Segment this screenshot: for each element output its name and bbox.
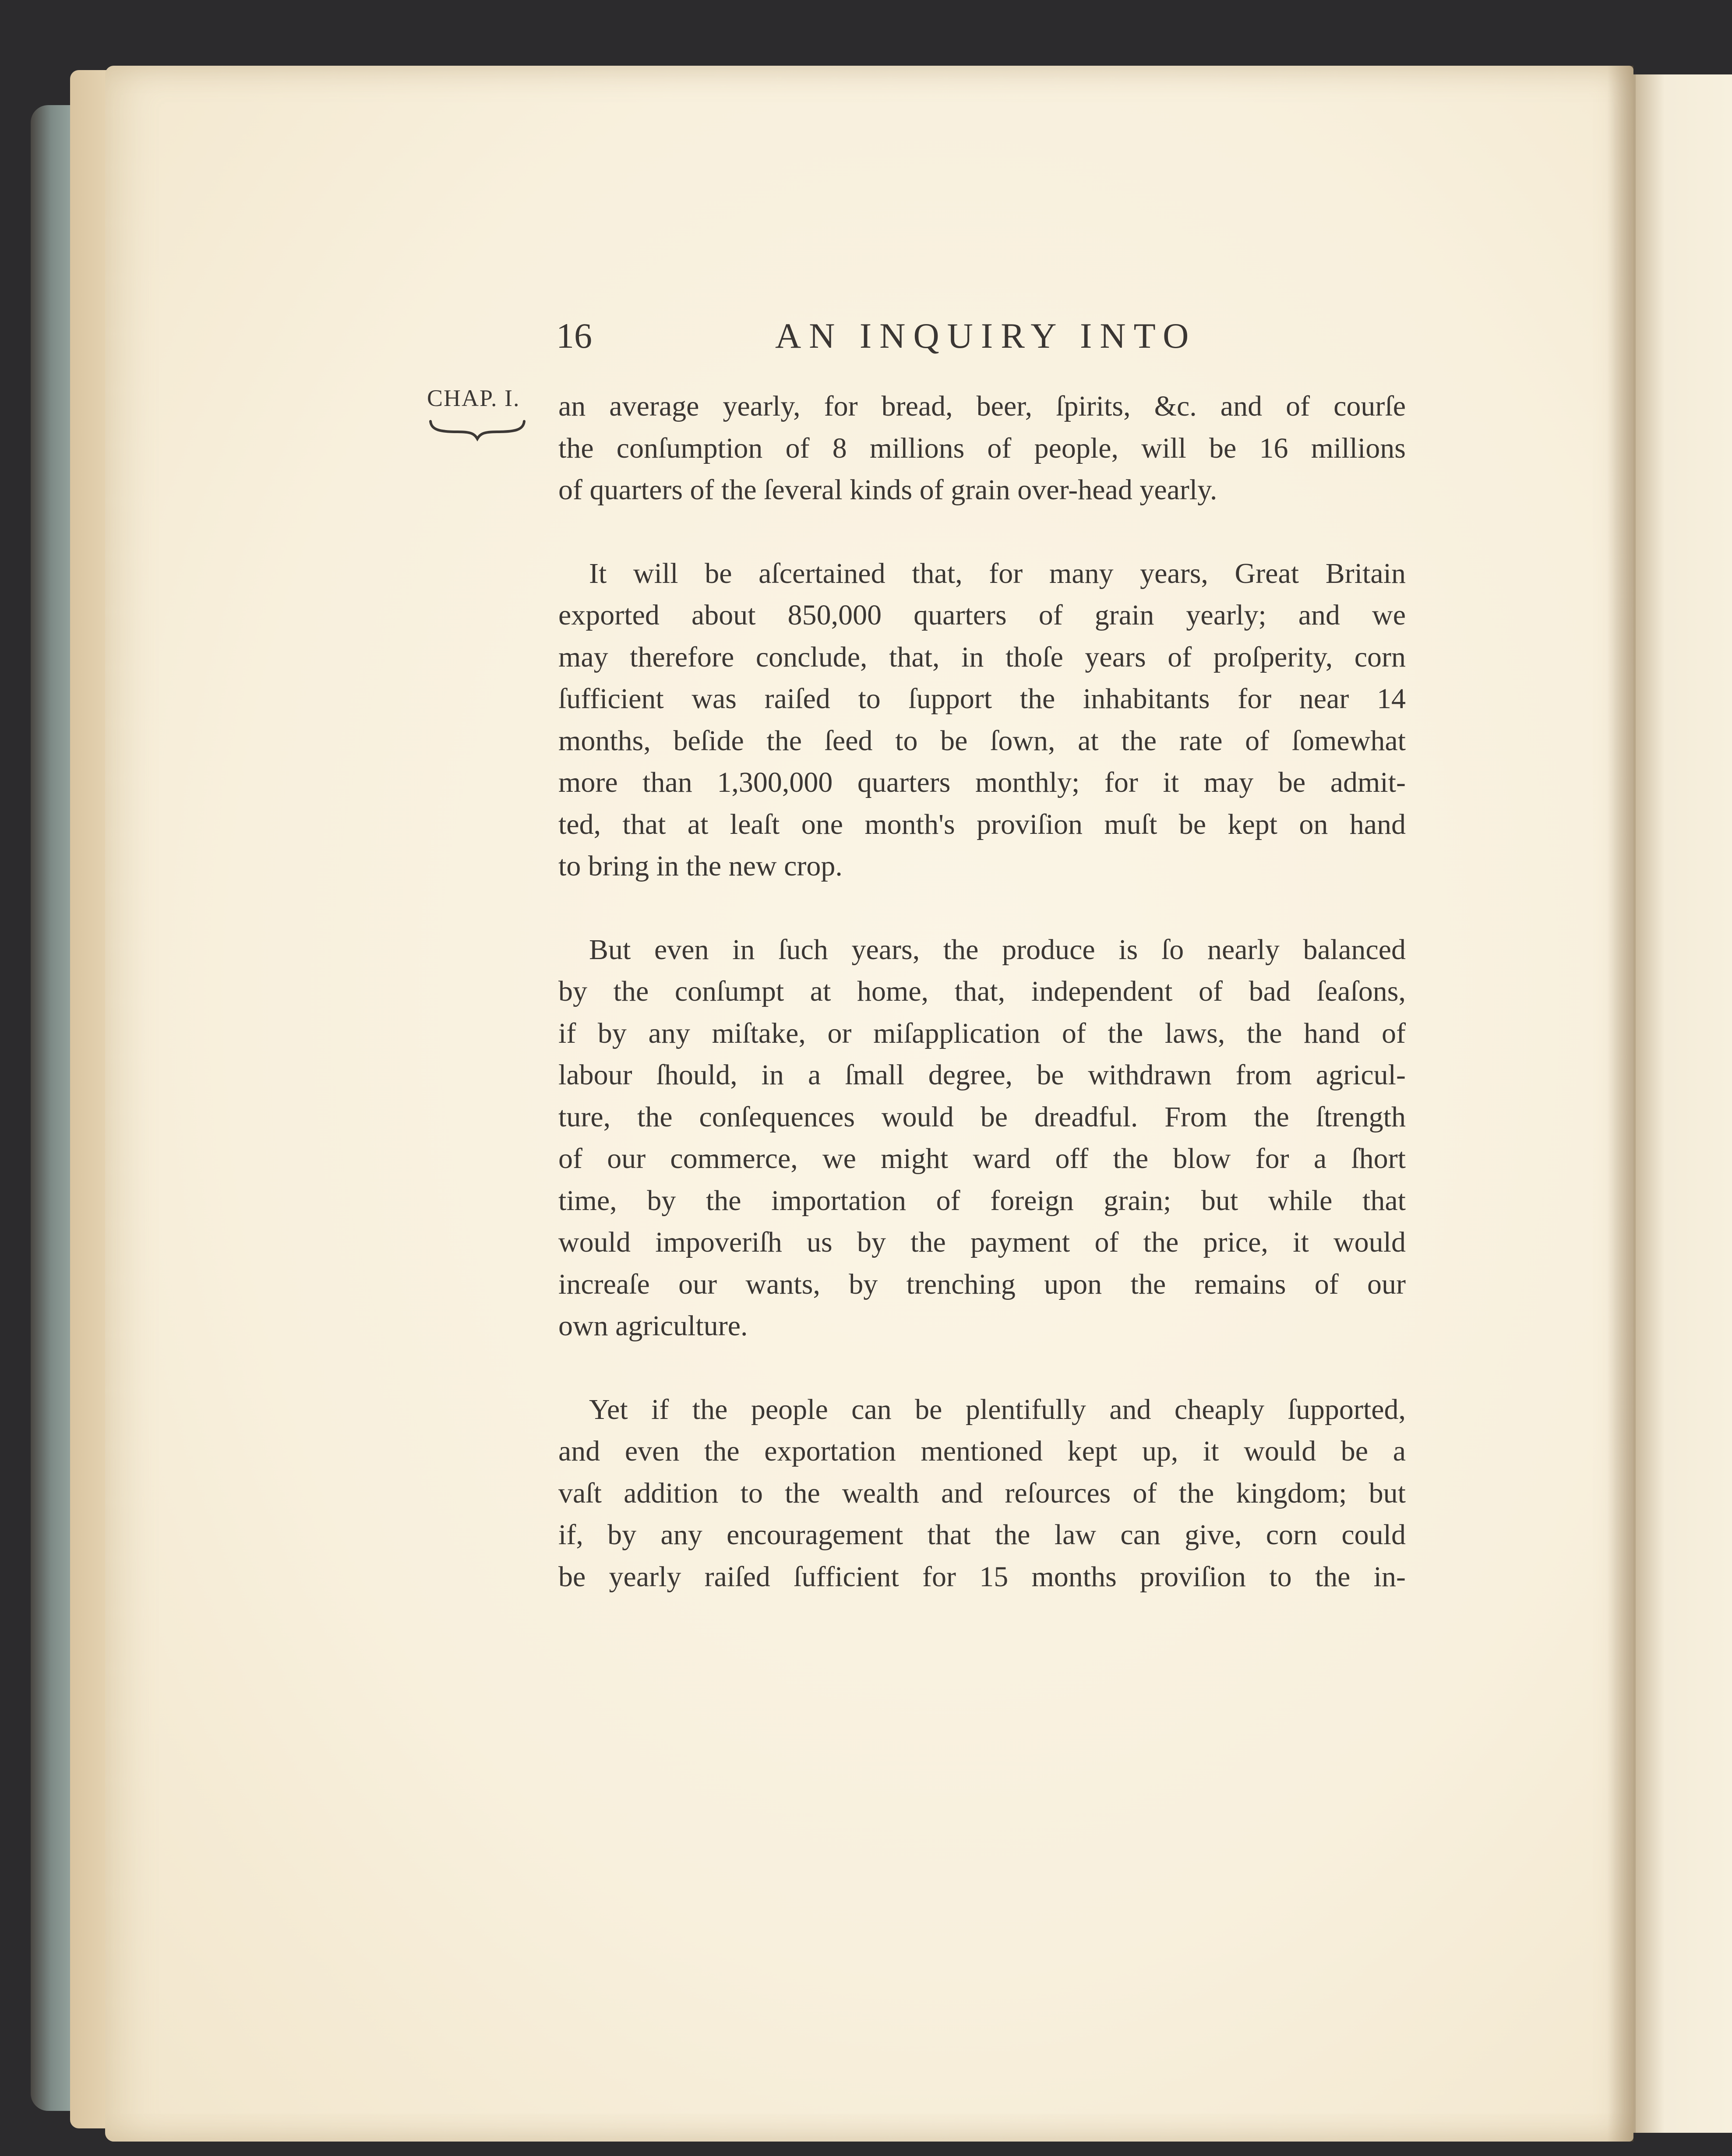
chapter-label: CHAP. I. [427, 385, 520, 411]
chapter-margin-note [427, 385, 532, 441]
text-line: by the conſumpt at home, that, independent of bad ſeaſons, [558, 975, 1406, 1007]
facing-page-edge [1632, 74, 1732, 2133]
page-gutter [1607, 66, 1633, 2142]
paragraph-4 [558, 1389, 1406, 1598]
text-line: of our commerce, we might ward off the blow for a ſhort [558, 1143, 1406, 1175]
text-line: ture, the conſequences would be dreadful. From the ſtrength [558, 1101, 1406, 1133]
text-line: But even in ſuch years, the produce is ſo nearly balanced [589, 933, 1406, 966]
paragraph-1 [558, 385, 1406, 511]
text-line: and even the exportation mentioned kept up, it would be a [558, 1435, 1406, 1467]
text-line: if, by any encouragement that the law can give, corn could [558, 1519, 1406, 1551]
text-line: more than 1,300,000 quarters monthly; for it may be admit- [558, 766, 1406, 798]
text-line: It will be aſcertained that, for many years, Great Britain [589, 557, 1406, 589]
text-line: to bring in the new crop. [558, 850, 843, 882]
text-line: ſufficient was raiſed to ſupport the inhabitants for near 14 [558, 683, 1406, 715]
text-line: may therefore conclude, that, in thoſe years of proſperity, corn [558, 641, 1406, 673]
text-line: time, by the importation of foreign grain; but while that [558, 1184, 1406, 1217]
text-line: would impoveriſh us by the payment of the price, it would [558, 1226, 1406, 1258]
text-line: own agriculture. [558, 1310, 748, 1342]
text-line: the conſumption of 8 millions of people, will be 16 millions [558, 432, 1406, 464]
running-title: AN INQUIRY INTO [775, 316, 1197, 356]
text-line: ted, that at leaſt one month's proviſion muſt be kept on hand [558, 808, 1406, 840]
text-line: Yet if the people can be plentifully and cheaply ſupported, [589, 1393, 1406, 1426]
text-line: labour ſhould, in a ſmall degree, be withdrawn from agricul- [558, 1059, 1406, 1091]
body-text [558, 385, 1406, 1639]
text-line: vaſt addition to the wealth and reſources of the kingdom; but [558, 1477, 1406, 1509]
text-line: if by any miſtake, or miſapplication of the laws, the hand of [558, 1017, 1406, 1049]
text-line: increaſe our wants, by trenching upon the remains of our [558, 1268, 1406, 1300]
paragraph-2 [558, 553, 1406, 887]
text-line: exported about 850,000 quarters of grain yearly; and we [558, 599, 1406, 631]
brace-icon [427, 415, 528, 441]
running-head [556, 315, 1410, 368]
paragraph-3 [558, 929, 1406, 1347]
text-line: an average yearly, for bread, beer, ſpirits, &c. and of courſe [558, 390, 1406, 422]
text-line: be yearly raiſed ſufficient for 15 months proviſion to the in- [558, 1560, 1406, 1593]
text-line: of quarters of the ſeveral kinds of grain over-head yearly. [558, 474, 1217, 506]
page-number: 16 [556, 316, 592, 356]
text-line: months, beſide the ſeed to be ſown, at the rate of ſomewhat [558, 724, 1406, 757]
